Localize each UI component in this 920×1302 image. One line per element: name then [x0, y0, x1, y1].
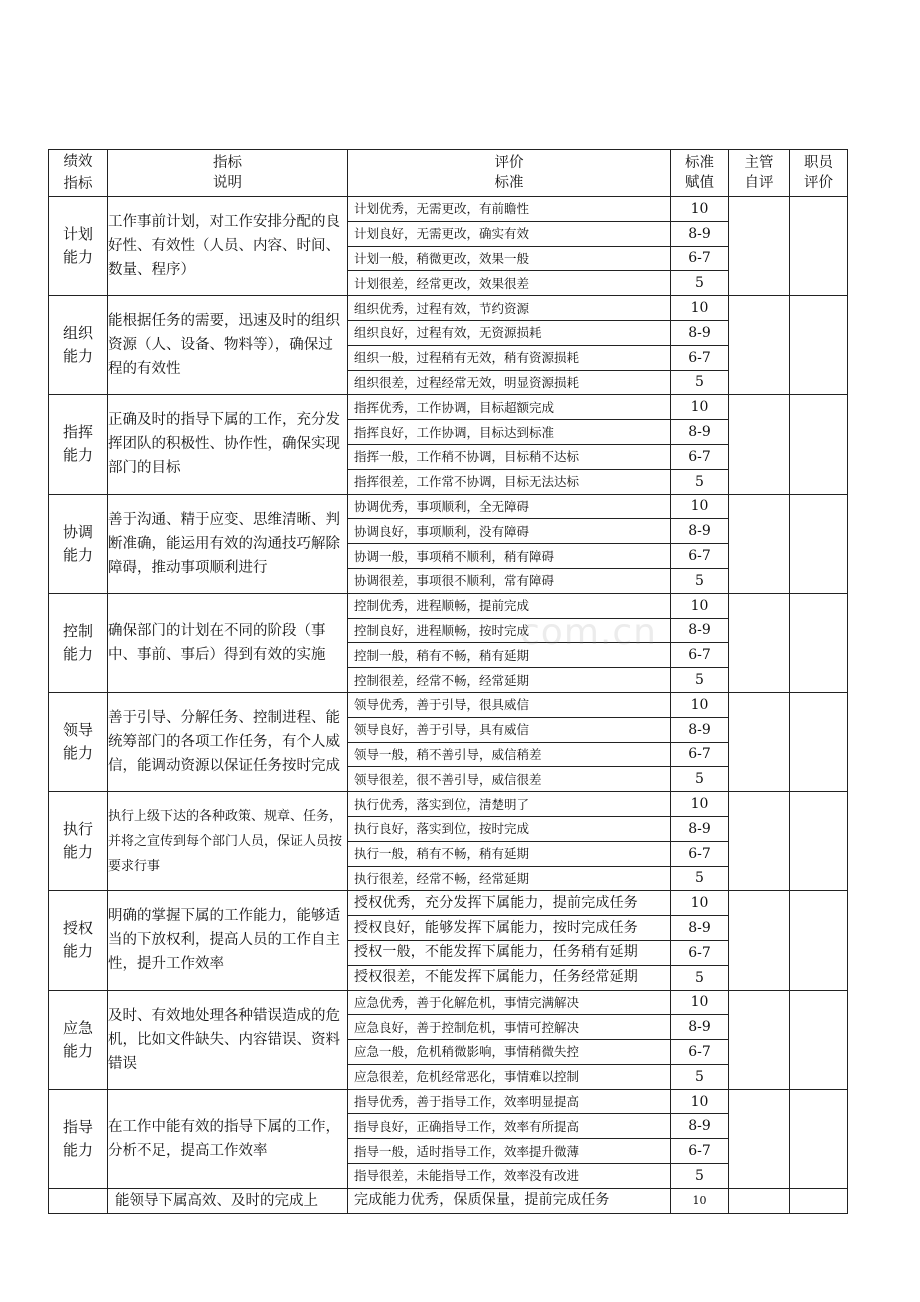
supervisor-self-eval-cell[interactable]	[729, 692, 790, 791]
criterion-cell: 指挥优秀，工作协调，目标超额完成	[348, 395, 671, 420]
supervisor-self-eval-cell[interactable]	[729, 990, 790, 1089]
score-cell: 8-9	[671, 717, 729, 742]
score-cell: 5	[671, 1164, 729, 1189]
criterion-cell: 计划良好，无需更改，确实有效	[348, 221, 671, 246]
score-cell: 10	[671, 990, 729, 1015]
score-cell: 5	[671, 370, 729, 395]
metric-cell: 指挥 能力	[49, 395, 108, 494]
score-cell: 5	[671, 469, 729, 494]
criterion-cell: 领导优秀，善于引导，很具威信	[348, 692, 671, 717]
metric-cell	[49, 1188, 108, 1213]
header-row	[49, 150, 848, 197]
score-cell: 8-9	[671, 320, 729, 345]
score-cell: 6-7	[671, 246, 729, 271]
metric-cell: 控制 能力	[49, 593, 108, 692]
score-cell: 6-7	[671, 444, 729, 469]
score-cell: 10	[671, 792, 729, 817]
score-cell: 8-9	[671, 420, 729, 445]
score-cell: 6-7	[671, 742, 729, 767]
header-metric: 绩效 指标	[49, 150, 108, 197]
score-cell: 5	[671, 866, 729, 891]
description-cell: 在工作中能有效的指导下属的工作，分析不足，提高工作效率	[108, 1089, 348, 1188]
criteria-row	[49, 494, 848, 519]
criterion-cell: 指导良好，正确指导工作，效率有所提高	[348, 1114, 671, 1139]
staff-eval-cell[interactable]	[790, 197, 848, 296]
metric-cell: 指导 能力	[49, 1089, 108, 1188]
score-cell: 10	[671, 494, 729, 519]
score-cell: 8-9	[671, 618, 729, 643]
score-cell: 10	[671, 891, 729, 916]
score-cell: 10	[671, 296, 729, 321]
description-cell: 执行上级下达的各种政策、规章、任务，并将之宣传到每个部门人员，保证人员按要求行事	[108, 792, 348, 891]
criterion-cell: 完成能力优秀，保质保量，提前完成任务	[348, 1188, 671, 1213]
score-cell: 10	[671, 692, 729, 717]
score-cell: 8-9	[671, 221, 729, 246]
criterion-cell: 计划一般，稍微更改，效果一般	[348, 246, 671, 271]
criterion-cell: 领导很差，很不善引导，威信很差	[348, 767, 671, 792]
description-cell: 善于沟通、精于应变、思维清晰、判断准确，能运用有效的沟通技巧解除障碍，推动事项顺利进行	[108, 494, 348, 593]
supervisor-self-eval-cell[interactable]	[729, 494, 790, 593]
criterion-cell: 协调良好，事项顺利，没有障碍	[348, 519, 671, 544]
criterion-cell: 组织优秀，过程有效，节约资源	[348, 296, 671, 321]
score-cell: 8-9	[671, 1015, 729, 1040]
criterion-cell: 应急很差，危机经常恶化，事情难以控制	[348, 1064, 671, 1089]
score-cell: 5	[671, 1064, 729, 1089]
score-cell: 5	[671, 965, 729, 990]
score-cell: 6-7	[671, 544, 729, 569]
criterion-cell: 协调很差，事项很不顺利，常有障碍	[348, 568, 671, 593]
criterion-cell: 授权优秀，充分发挥下属能力，提前完成任务	[348, 891, 671, 916]
criterion-cell: 计划很差，经常更改，效果很差	[348, 271, 671, 296]
staff-eval-cell[interactable]	[790, 593, 848, 692]
criterion-cell: 指导一般，适时指导工作，效率提升微薄	[348, 1139, 671, 1164]
criterion-cell: 领导一般，稍不善引导，威信稍差	[348, 742, 671, 767]
description-cell: 善于引导、分解任务、控制进程、能统筹部门的各项工作任务，有个人威信，能调动资源以保证任务按时完成	[108, 692, 348, 791]
score-cell: 10	[671, 395, 729, 420]
staff-eval-cell[interactable]	[790, 395, 848, 494]
criteria-row	[49, 395, 848, 420]
staff-eval-cell[interactable]	[790, 792, 848, 891]
criterion-cell: 控制优秀，进程顺畅，提前完成	[348, 593, 671, 618]
criteria-row	[49, 692, 848, 717]
score-cell: 8-9	[671, 916, 729, 941]
criterion-cell: 领导良好，善于引导，具有威信	[348, 717, 671, 742]
header-standard: 评价 标准	[348, 150, 671, 197]
criterion-cell: 指导很差，未能指导工作，效率没有改进	[348, 1164, 671, 1189]
header-staff: 职员 评价	[790, 150, 848, 197]
criterion-cell: 授权良好，能够发挥下属能力，按时完成任务	[348, 916, 671, 941]
staff-eval-cell[interactable]	[790, 692, 848, 791]
description-cell: 明确的掌握下属的工作能力，能够适当的下放权利，提高人员的工作自主性，提升工作效率	[108, 891, 348, 990]
score-cell: 6-7	[671, 643, 729, 668]
staff-eval-cell[interactable]	[790, 1188, 848, 1213]
score-cell: 6-7	[671, 345, 729, 370]
staff-eval-cell[interactable]	[790, 1089, 848, 1188]
criteria-row	[49, 593, 848, 618]
score-cell: 6-7	[671, 1139, 729, 1164]
metric-cell: 应急 能力	[49, 990, 108, 1089]
score-cell: 6-7	[671, 1040, 729, 1065]
description-cell: 正确及时的指导下属的工作，充分发挥团队的积极性、协作性，确保实现部门的目标	[108, 395, 348, 494]
criterion-cell: 授权一般，不能发挥下属能力，任务稍有延期	[348, 940, 671, 965]
criterion-cell: 执行一般，稍有不畅，稍有延期	[348, 841, 671, 866]
header-supervisor: 主管 自评	[729, 150, 790, 197]
score-cell: 8-9	[671, 816, 729, 841]
description-cell: 工作事前计划，对工作安排分配的良好性、有效性（人员、内容、时间、数量、程序）	[108, 197, 348, 296]
staff-eval-cell[interactable]	[790, 296, 848, 395]
criterion-cell: 应急良好，善于控制危机，事情可控解决	[348, 1015, 671, 1040]
partial-row	[49, 1188, 848, 1213]
criterion-cell: 应急一般，危机稍微影响，事情稍微失控	[348, 1040, 671, 1065]
metric-cell: 组织 能力	[49, 296, 108, 395]
score-cell: 8-9	[671, 519, 729, 544]
criterion-cell: 组织良好，过程有效，无资源损耗	[348, 320, 671, 345]
description-cell: 能根据任务的需要，迅速及时的组织资源（人、设备、物料等），确保过程的有效性	[108, 296, 348, 395]
score-cell: 10	[671, 1089, 729, 1114]
criterion-cell: 指导优秀，善于指导工作，效率明显提高	[348, 1089, 671, 1114]
criterion-cell: 协调优秀，事项顺利，全无障碍	[348, 494, 671, 519]
criteria-row	[49, 792, 848, 817]
watermark: com.cn	[520, 612, 657, 653]
staff-eval-cell[interactable]	[790, 990, 848, 1089]
score-cell: 10	[671, 1188, 729, 1213]
criterion-cell: 执行优秀，落实到位，清楚明了	[348, 792, 671, 817]
supervisor-self-eval-cell[interactable]	[729, 1089, 790, 1188]
description-cell: 确保部门的计划在不同的阶段（事中、事前、事后）得到有效的实施	[108, 593, 348, 692]
criteria-row	[49, 891, 848, 916]
criterion-cell: 授权很差，不能发挥下属能力，任务经常延期	[348, 965, 671, 990]
criterion-cell: 执行良好，落实到位，按时完成	[348, 816, 671, 841]
criteria-row	[49, 197, 848, 222]
criteria-row	[49, 990, 848, 1015]
supervisor-self-eval-cell[interactable]	[729, 296, 790, 395]
criteria-row	[49, 296, 848, 321]
criterion-cell: 组织很差，过程经常无效，明显资源损耗	[348, 370, 671, 395]
staff-eval-cell[interactable]	[790, 891, 848, 990]
criterion-cell: 计划优秀，无需更改，有前瞻性	[348, 197, 671, 222]
supervisor-self-eval-cell[interactable]	[729, 792, 790, 891]
evaluation-table	[48, 149, 848, 1214]
criterion-cell: 指挥一般，工作稍不协调，目标稍不达标	[348, 444, 671, 469]
criterion-cell: 组织一般，过程稍有无效，稍有资源损耗	[348, 345, 671, 370]
score-cell: 6-7	[671, 841, 729, 866]
score-cell: 8-9	[671, 1114, 729, 1139]
score-cell: 5	[671, 767, 729, 792]
score-cell: 5	[671, 271, 729, 296]
criterion-cell: 控制一般，稍有不畅，稍有延期	[348, 643, 671, 668]
description-cell: 及时、有效地处理各种错误造成的危机，比如文件缺失、内容错误、资料错误	[108, 990, 348, 1089]
score-cell: 10	[671, 593, 729, 618]
metric-cell: 领导 能力	[49, 692, 108, 791]
staff-eval-cell[interactable]	[790, 494, 848, 593]
metric-cell: 执行 能力	[49, 792, 108, 891]
metric-cell: 协调 能力	[49, 494, 108, 593]
header-score: 标准 赋值	[671, 150, 729, 197]
criterion-cell: 控制良好，进程顺畅，按时完成	[348, 618, 671, 643]
supervisor-self-eval-cell[interactable]	[729, 891, 790, 990]
criterion-cell: 指挥良好，工作协调，目标达到标准	[348, 420, 671, 445]
criterion-cell: 执行很差，经常不畅，经常延期	[348, 866, 671, 891]
criteria-row	[49, 1089, 848, 1114]
supervisor-self-eval-cell[interactable]	[729, 395, 790, 494]
criterion-cell: 协调一般，事项稍不顺利，稍有障碍	[348, 544, 671, 569]
supervisor-self-eval-cell[interactable]	[729, 1188, 790, 1213]
header-description: 指标 说明	[108, 150, 348, 197]
criterion-cell: 控制很差，经常不畅，经常延期	[348, 668, 671, 693]
criterion-cell: 指挥很差，工作常不协调，目标无法达标	[348, 469, 671, 494]
metric-cell: 计划 能力	[49, 197, 108, 296]
score-cell: 10	[671, 197, 729, 222]
score-cell: 6-7	[671, 940, 729, 965]
score-cell: 5	[671, 568, 729, 593]
metric-cell: 授权 能力	[49, 891, 108, 990]
description-cell: 能领导下属高效、及时的完成上	[108, 1188, 348, 1213]
criterion-cell: 应急优秀，善于化解危机，事情完满解决	[348, 990, 671, 1015]
supervisor-self-eval-cell[interactable]	[729, 593, 790, 692]
score-cell: 5	[671, 668, 729, 693]
supervisor-self-eval-cell[interactable]	[729, 197, 790, 296]
table-body	[49, 150, 848, 1214]
